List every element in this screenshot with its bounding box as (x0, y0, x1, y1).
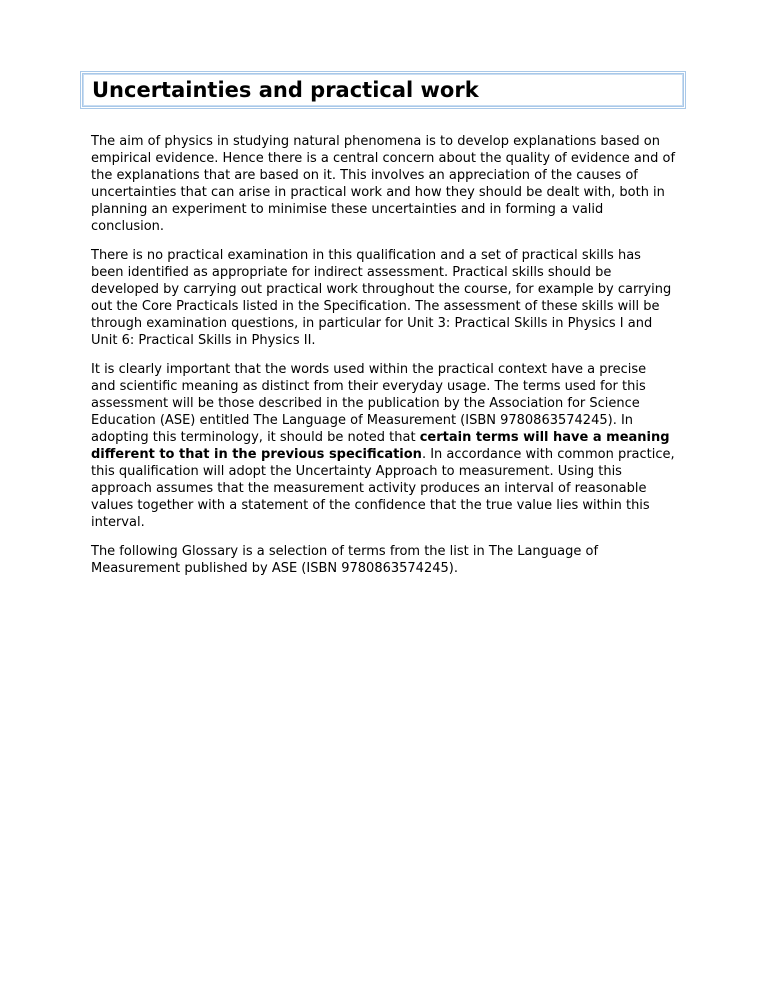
text-line: interval. (91, 515, 145, 530)
paragraph-glossary (91, 543, 691, 577)
title-box (80, 71, 686, 109)
text-line: been identified as appropriate for indirect assessment. Practical skills should be (91, 265, 612, 280)
text-line: through examination questions, in particular for Unit 3: Practical Skills in Physics I and (91, 316, 653, 331)
text-line: conclusion. (91, 219, 165, 234)
text-line: Measurement published by ASE (ISBN 9780863574245). (91, 561, 458, 576)
text-line: The aim of physics in studying natural phenomena is to develop explanations based on (91, 134, 660, 149)
paragraph-aim (91, 133, 691, 235)
text-line: Unit 6: Practical Skills in Physics II. (91, 333, 316, 348)
text-line: out the Core Practicals listed in the Specification. The assessment of these skills will be (91, 299, 660, 314)
text-line: this qualification will adopt the Uncertainty Approach to measurement. Using this (91, 464, 622, 479)
text-line: approach assumes that the measurement activity produces an interval of reasonable (91, 481, 647, 496)
text-line: planning an experiment to minimise these uncertainties and in forming a valid (91, 202, 604, 217)
text-line: There is no practical examination in this qualification and a set of practical skills has (91, 248, 641, 263)
text-line (91, 429, 691, 446)
text-line: Education (ASE) entitled The Language of Measurement (ISBN 9780863574245). In (91, 413, 634, 428)
document-body (91, 133, 691, 589)
text-line (91, 446, 691, 463)
text-line: uncertainties that can arise in practical work and how they should be dealt with, both in (91, 185, 665, 200)
text-line: empirical evidence. Hence there is a central concern about the quality of evidence and of (91, 151, 676, 166)
text-line: the explanations that are based on it. This involves an appreciation of the causes of (91, 168, 638, 183)
page-title: Uncertainties and practical work (92, 78, 479, 102)
paragraph-practical-skills (91, 247, 691, 349)
emphasis-text: different to that in the previous specification (91, 447, 422, 462)
text-line: and scientific meaning as distinct from their everyday usage. The terms used for this (91, 379, 646, 394)
text-line: The following Glossary is a selection of terms from the list in The Language of (91, 544, 599, 559)
text-line: values together with a statement of the confidence that the true value lies within this (91, 498, 650, 513)
title-inner (83, 74, 683, 106)
text-line: assessment will be those described in the publication by the Association for Science (91, 396, 640, 411)
text-line: developed by carrying out practical work throughout the course, for example by carrying (91, 282, 672, 297)
emphasis-text: certain terms will have a meaning (419, 430, 670, 445)
text-segment: adopting this terminology, it should be noted that (91, 430, 420, 445)
text-segment: . In accordance with common practice, (421, 447, 675, 462)
text-line: It is clearly important that the words used within the practical context have a precise (91, 362, 647, 377)
paragraph-terminology (91, 361, 691, 531)
